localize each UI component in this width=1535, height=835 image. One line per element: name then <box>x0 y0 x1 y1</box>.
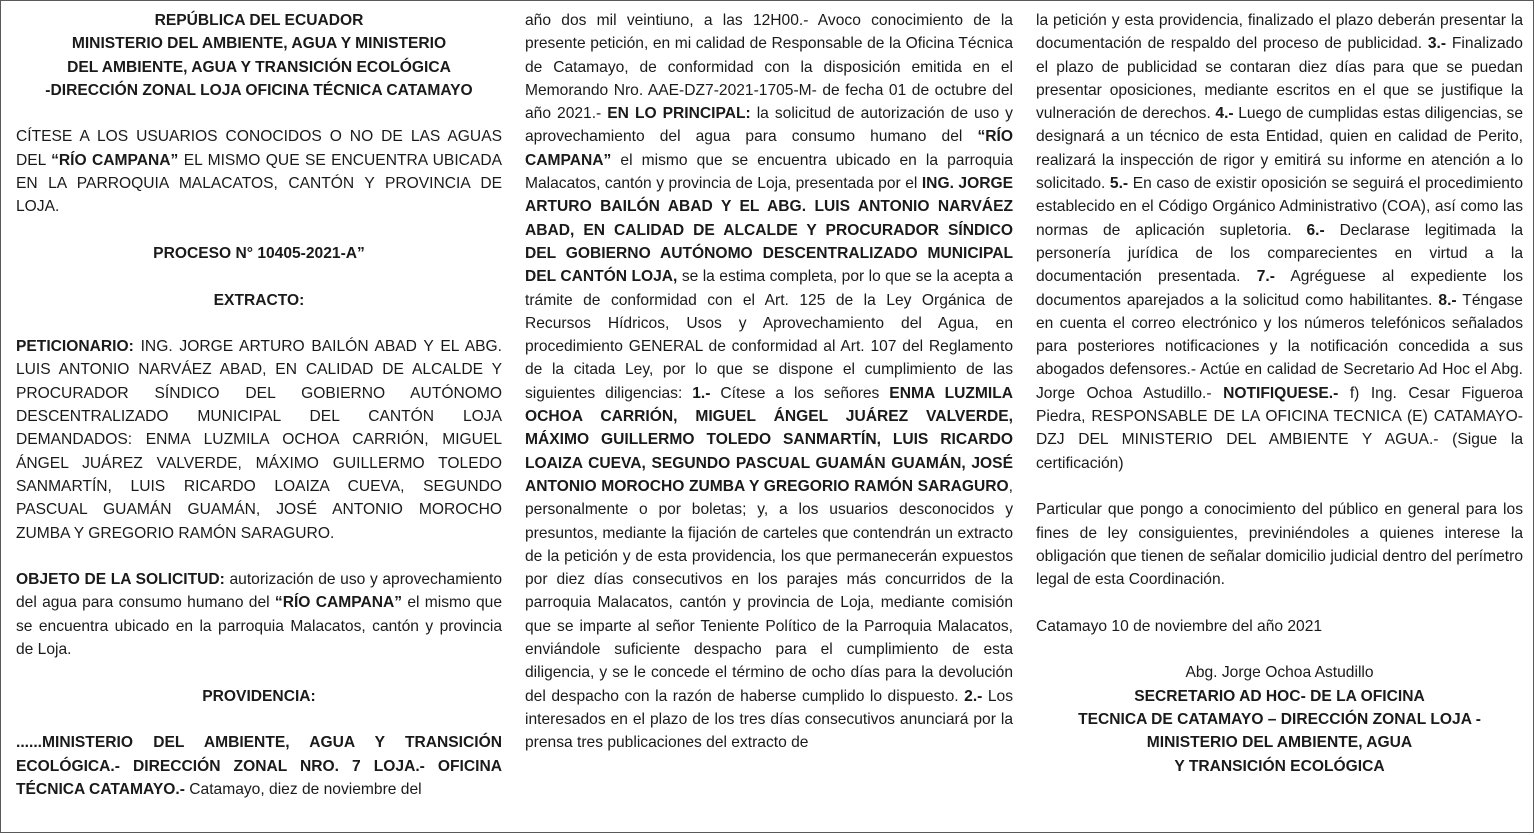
applicants: ING. JORGE ARTURO BAILÓN ABAD Y EL ABG. LUIS ANTONIO NARVÁEZ ABAD, EN CALIDAD DE ALCALDE Y PROCURADOR SÍNDICO DEL GOBIERNO AUTÓNOMO DESCENTRALIZADO MUNICIPAL DEL CANTÓN LOJA, <box>525 175 1013 286</box>
item-5-number: 5.- <box>1109 175 1129 193</box>
notify-label: NOTIFIQUESE.- <box>1223 384 1339 402</box>
signature-title-1: SECRETARIO AD HOC- DE LA OFICINA <box>1134 687 1425 705</box>
providence-text-6: , personalmente o por boletas; y, a los usuarios desconocidos y presuntos, mediante la fijación de carteles que contendrán un extracto de la petición y de esta providencia, los que permanecerán expuestos por diez días consecutivos en los parajes más concurridos de la parroquia Malacatos, cantón y provincia de Loja, mediante comisión que se imparte al señor Teniente Político de la Parroquia Malacatos, enviándole suficiente despacho para el cumplimiento de esta diligencia, y se le concede el término de ocho días para la devolución del despacho con la razón de haberse cumplido lo dispuesto. <box>525 477 1013 705</box>
providence-text-13: Téngase en cuenta el correo electrónico y los números telefónicos señalados para posteriores notificaciones y la notificación concedida a sus abogados defensores.- Actúe en calidad de Secretario Ad Hoc el Abg. Jorge Ochoa Astudillo.- <box>1036 291 1523 402</box>
signature-title-2: TECNICA DE CATAMAYO – DIRECCIÓN ZONAL LOJA - <box>1078 710 1481 728</box>
closing-paragraph: Particular que pongo a conocimiento del público en general para los fines de ley consiguientes, previniéndoles a quienes interese la obligación que tienen de señalar domicilio judicial dentro del perímetro legal de esta Coordinación. <box>1036 501 1523 589</box>
signature-block <box>1036 661 1523 777</box>
petitioner-paragraph <box>16 335 502 545</box>
petitioner-label: PETICIONARIO: <box>16 338 134 356</box>
providence-text-5: Cítese a los señores <box>710 384 890 402</box>
item-1-number: 1.- <box>692 384 711 402</box>
providence-text-12: Agréguese al expediente los documentos aparejados a la solicitud como habilitantes. <box>1036 268 1523 309</box>
column-middle <box>525 9 1013 755</box>
header-line-4: -DIRECCIÓN ZONAL LOJA OFICINA TÉCNICA CATAMAYO <box>45 81 473 99</box>
providence-text-3: el mismo que se encuentra ubicado en la parroquia Malacatos, cantón y provincia de Loja, presentada por el <box>525 151 1013 193</box>
header-line-2: MINISTERIO DEL AMBIENTE, AGUA Y MINISTERIO <box>71 35 447 53</box>
defendants: ENMA LUZMILA OCHOA CARRIÓN, MIGUEL ÁNGEL JUÁREZ VALVERDE, MÁXIMO GUILLERMO TOLEDO SANMARTÍN, LUIS RICARDO LOAIZA CUEVA, SEGUNDO PASCUAL GUAMÁN GUAMÁN, JOSÉ ANTONIO MOROCHO ZUMBA Y GREGORIO RAMÓN SARAGURO <box>525 384 1013 495</box>
signature-title-4: Y TRANSICIÓN ECOLÓGICA <box>1174 757 1385 775</box>
providence-text-10: En caso de existir oposición se seguirá el procedimiento establecido en el Código Orgánico Administrativo (COA), así como las normas de aplicación supletoria. <box>1036 175 1523 239</box>
object-paragraph <box>16 568 502 661</box>
citation-text-2: EL MISMO QUE SE ENCUENTRA UBICADA EN LA PARROQUIA MALACATOS, CANTÓN Y PROVINCIA DE LOJA. <box>16 151 502 216</box>
providence-title: PROVIDENCIA: <box>202 687 316 705</box>
providence-body: año dos mil veintiuno, a las 12H00.- Avoco conocimiento de la presente petición, en mi calidad de Responsable de la Oficina Técnica de Catamayo, de conformidad con la disposición emitida en el Memorando Nro. AAE-DZ7-2021-1705-M- de fecha 01 de octubre del año 2021.- EN LO PRINCIPAL: la solicitud de autorización de uso y aprovechamiento del agua para consumo humano del “RÍO CAMPANA” el mismo que se encuentra ubicado en la parroquia Malacatos, cantón y provincia de Loja, presentada por el ING. JORGE ARTURO BAILÓN ABAD Y EL ABG. LUIS ANTONIO NARVÁEZ ABAD, EN CALIDAD DE ALCALDE Y PROCURADOR SÍNDICO DEL GOBIERNO AUTÓNOMO DESCENTRALIZADO MUNICIPAL DEL CANTÓN LOJA, se la estima completa, por lo que se la acepta a trámite de conformidad con el Art. 125 de la Ley Orgánica de Recursos Hídricos, Usos y Aprovechamiento del Agua, en procedimiento GENERAL de conformidad al Art. 107 del Reglamento de la citada Ley, por lo que se dispone el cumplimiento de las siguientes diligencias: 1.- Cítese a los señores ENMA LUZMILA OCHOA CARRIÓN, MIGUEL ÁNGEL JUÁREZ VALVERDE, MÁXIMO GUILLERMO TOLEDO SANMARTÍN, LUIS RICARDO LOAIZA CUEVA, SEGUNDO PASCUAL GUAMÁN GUAMÁN, JOSÉ ANTONIO MOROCHO ZUMBA Y GREGORIO RAMÓN SARAGURO, personalmente o por boletas; y, a los usuarios desconocidos y presuntos, mediante la fijación de carteles que contendrán un extracto de la petición y de esta providencia, los que permanecerán expuestos por diez días consecutivos en los parajes más concurridos de la parroquia Malacatos, cantón y provincia de Loja, mediante comisión que se imparte al señor Teniente Político de la Parroquia Malacatos, enviándole suficiente despacho para el cumplimiento de esta diligencia, y se le concede el término de ocho días para la devolución del despacho con la razón de haberse cumplido lo dispuesto. 2.- Los interesados en el plazo de los tres días consecutivos anunciará por la prensa tres publicaciones del extracto de <box>525 12 1013 752</box>
item-3-number: 3.- <box>1427 35 1447 53</box>
item-6-number: 6.- <box>1306 221 1325 239</box>
column-right <box>1036 9 1523 778</box>
object-label: OBJETO DE LA SOLICITUD: <box>16 571 225 589</box>
principal-label: EN LO PRINCIPAL: <box>607 105 751 123</box>
extract-title: EXTRACTO: <box>213 291 305 309</box>
date-line: Catamayo 10 de noviembre del año 2021 <box>1036 617 1323 635</box>
petitioner-text: ING. JORGE ARTURO BAILÓN ABAD Y EL ABG. LUIS ANTONIO NARVÁEZ ABAD, EN CALIDAD DE ALCALDE Y PROCURADOR SÍNDICO DEL GOBIERNO AUTÓNOMO DESCENTRALIZADO MUNICIPAL DEL CANTÓN LOJA DEMANDADOS: ENMA LUZMILA OCHOA CARRIÓN, MIGUEL ÁNGEL JUÁREZ VALVERDE, MÁXIMO GUILLERMO TOLEDO SANMARTÍN, LUIS RICARDO LOAIZA CUEVA, SEGUNDO PASCUAL GUAMÁN GUAMÁN, JOSÉ ANTONIO MOROCHO ZUMBA Y GREGORIO RAMÓN SARAGURO. <box>16 338 502 542</box>
object-text-2: el mismo que se encuentra ubicado en la parroquia Malacatos, cantón y provincia de Loja. <box>16 594 502 659</box>
citation-river: “RÍO CAMPANA” <box>51 151 179 169</box>
signature-name: Abg. Jorge Ochoa Astudillo <box>1185 664 1374 682</box>
providence-text-4: se la estima completa, por lo que se la acepta a trámite de conformidad con el Art. 125 de la Ley Orgánica de Recursos Hídricos, Usos y Aprovechamiento del Agua, en procedimiento GENERAL de conformidad al Art. 107 del Reglamento de la citada Ley, por lo que se dispone el cumplimiento de las siguientes diligencias: <box>525 268 1013 402</box>
providence-text-8: Finalizado el plazo de publicidad se contaran diez días para que se puedan presentar oposiciones, mediante escritos en el que se justifique la vulneración de derechos. <box>1036 35 1523 123</box>
object-text-1: autorización de uso y aprovechamiento del agua para consumo humano del <box>16 571 503 612</box>
item-4-number: 4.- <box>1215 105 1234 123</box>
providence-river: “RÍO CAMPANA” <box>525 128 1013 169</box>
providence-continuation: la petición y esta providencia, finalizado el plazo deberán presentar la documentación de respaldo del proceso de publicidad. 3.- Finalizado el plazo de publicidad se contaran diez días para que se puedan presentar oposiciones, mediante escritos en el que se justifique la vulneración de derechos. 4.- Luego de cumplidas estas diligencias, se designará a un técnico de esta Entidad, quien en calidad de Perito, realizará la inspección de rigor y emitirá su informe en atención a lo solicitado. 5.- En caso de existir oposición se seguirá el procedimiento establecido en el Código Orgánico Administrativo (COA), así como las normas de aplicación supletoria. 6.- Declarase legitimada la personería jurídica de los comparecientes en virtud a la documentación presentada. 7.- Agréguese al expediente los documentos aparejados a la solicitud como habilitantes. 8.- Téngase en cuenta el correo electrónico y los números telefónicos señalados para posteriores notificaciones y la notificación concedida a sus abogados defensores.- Actúe en calidad de Secretario Ad Hoc el Abg. Jorge Ochoa Astudillo.- NOTIFIQUESE.- f) Ing. Cesar Figueroa Piedra, RESPONSABLE DE LA OFICINA TECNICA (E) CATAMAYO- DZJ DEL MINISTERIO DEL AMBIENTE Y AGUA.- (Sigue la certificación) <box>1036 12 1524 472</box>
providence-text-2: la solicitud de autorización de uso y aprovechamiento del agua para consumo humano del <box>525 105 1013 146</box>
item-8-number: 8.- <box>1438 291 1457 309</box>
header-line-1: REPÚBLICA DEL ECUADOR <box>154 12 364 29</box>
item-2-number: 2.- <box>964 687 983 705</box>
citation-paragraph <box>16 125 502 218</box>
signature-title-3: MINISTERIO DEL AMBIENTE, AGUA <box>1146 734 1413 752</box>
column-left <box>16 9 502 801</box>
providence-text-14: f) Ing. Cesar Figueroa Piedra, RESPONSABLE DE LA OFICINA TECNICA (E) CATAMAYO- DZJ DEL MINISTERIO DEL AMBIENTE Y AGUA.- (Sigue la certificación) <box>1036 384 1523 472</box>
header-block <box>16 9 502 102</box>
object-river: “RÍO CAMPANA” <box>274 594 403 612</box>
item-7-number: 7.- <box>1256 268 1275 286</box>
providence-start: ......MINISTERIO DEL AMBIENTE, AGUA Y TRANSICIÓN ECOLÓGICA.- DIRECCIÓN ZONAL NRO. 7 LOJA.- OFICINA TÉCNICA CATAMAYO.- Catamayo, diez de noviembre del <box>16 734 502 798</box>
header-line-3: DEL AMBIENTE, AGUA Y TRANSICIÓN ECOLÓGICA <box>67 58 451 76</box>
providence-text-11: Declarase legitimada la personería jurídica de los comparecientes en virtud a la documentación presentada. <box>1036 221 1524 286</box>
citation-text-1: CÍTESE A LOS USUARIOS CONOCIDOS O NO DE LAS AGUAS DEL <box>16 128 502 169</box>
providence-text-9: Luego de cumplidas estas diligencias, se designará a un técnico de esta Entidad, quien en calidad de Perito, realizará la inspección de rigor y emitirá su informe en atención a lo solicitado. <box>1036 105 1523 193</box>
process-title: PROCESO N° 10405-2021-A” <box>153 244 365 262</box>
providence-head: ......MINISTERIO DEL AMBIENTE, AGUA Y TRANSICIÓN ECOLÓGICA.- DIRECCIÓN ZONAL NRO. 7 LOJA.- OFICINA TÉCNICA CATAMAYO.- <box>16 734 502 798</box>
